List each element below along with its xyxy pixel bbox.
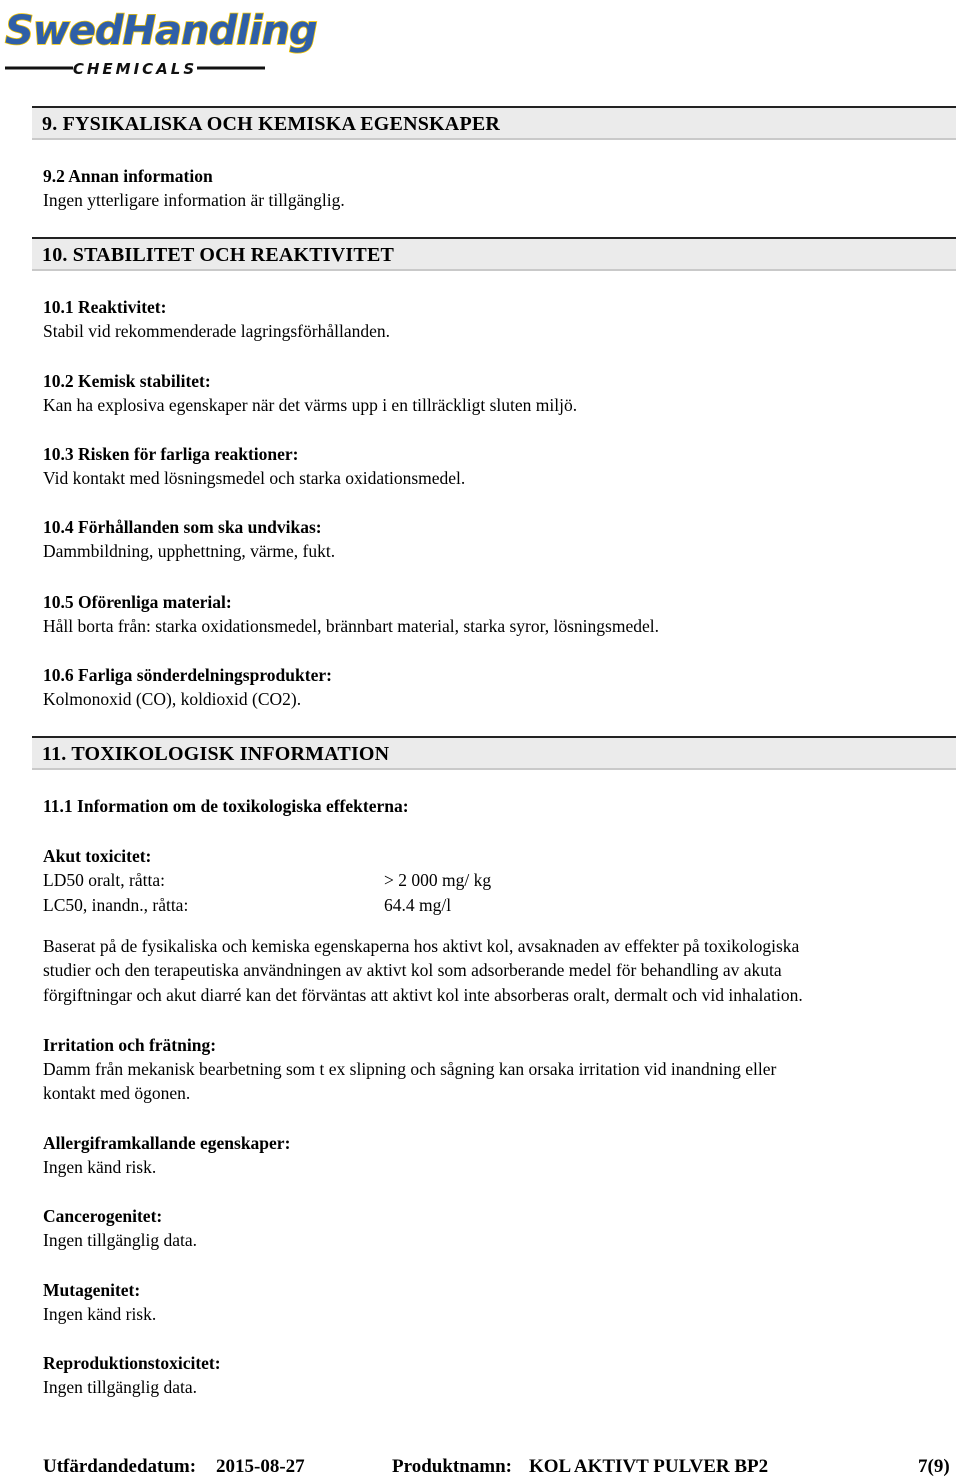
subsection-10-4-text: Dammbildning, upphettning, värme, fukt.: [43, 541, 336, 561]
section-10-title: 10. STABILITET OCH REAKTIVITET: [42, 244, 395, 266]
subsection-9-2-text: Ingen ytterligare information är tillgänglig.: [43, 190, 345, 210]
subsection-10-6-text: Kolmonoxid (CO), koldioxid (CO2).: [43, 689, 302, 709]
page-footer: [0, 1456, 960, 1482]
irritation-text-line: kontakt med ögonen.: [43, 1083, 191, 1103]
subsection-10-2-title: 10.2 Kemisk stabilitet:: [43, 371, 211, 391]
allergy-title: Allergiframkallande egenskaper:: [43, 1133, 291, 1153]
subsection-11-1-title: 11.1 Information om de toxikologiska effekterna:: [43, 796, 409, 816]
reproductive-toxicity-text: Ingen tillgänglig data.: [43, 1377, 198, 1397]
acute-row-value: 64.4 mg/l: [384, 895, 452, 915]
issue-date-label: Utfärdandedatum:: [43, 1456, 197, 1477]
toxicology-paragraph-line: Baserat på de fysikaliska och kemiska egenskaperna hos aktivt kol, avsaknaden av effekter på toxikologiska: [43, 936, 800, 956]
subsection-10-6-title: 10.6 Farliga sönderdelningsprodukter:: [43, 665, 332, 685]
irritation-text-line: Damm från mekanisk bearbetning som t ex slipning och sågning kan orsaka irritation vid inandning eller: [43, 1059, 777, 1079]
logo-tagline: CHEMICALS: [72, 60, 198, 78]
page-number: 7(9): [918, 1456, 950, 1477]
issue-date-value: 2015-08-27: [216, 1456, 305, 1477]
section-11-title: 11. TOXIKOLOGISK INFORMATION: [42, 743, 390, 765]
toxicology-paragraph-line: studier och den terapeutiska användningen av aktivt kol som adsorberande medel för behandling av akuta: [43, 960, 782, 980]
subsection-9-2-title: 9.2 Annan information: [43, 166, 213, 186]
mutagenicity-text: Ingen känd risk.: [43, 1304, 157, 1324]
logo-brand: SwedHandling: [5, 8, 317, 54]
acute-row-label: LC50, inandn., råtta:: [43, 895, 189, 915]
carcinogenicity-title: Cancerogenitet:: [43, 1206, 163, 1226]
reproductive-toxicity-title: Reproduktionstoxicitet:: [43, 1353, 221, 1373]
product-name-value: KOL AKTIVT PULVER BP2: [529, 1456, 769, 1477]
allergy-text: Ingen känd risk.: [43, 1157, 157, 1177]
product-name-label: Produktnamn:: [392, 1456, 513, 1477]
carcinogenicity-text: Ingen tillgänglig data.: [43, 1230, 198, 1250]
subsection-10-5-title: 10.5 Oförenliga material:: [43, 592, 232, 612]
subsection-10-3-title: 10.3 Risken för farliga reaktioner:: [43, 444, 299, 464]
acute-row-value: > 2 000 mg/ kg: [384, 870, 492, 890]
mutagenicity-title: Mutagenitet:: [43, 1280, 141, 1300]
subsection-10-2-text: Kan ha explosiva egenskaper när det värms upp i en tillräckligt sluten miljö.: [43, 395, 578, 415]
acute-toxicity-title: Akut toxicitet:: [43, 846, 152, 866]
subsection-10-4-title: 10.4 Förhållanden som ska undvikas:: [43, 517, 322, 537]
subsection-10-3-text: Vid kontakt med lösningsmedel och starka oxidationsmedel.: [43, 468, 466, 488]
irritation-title: Irritation och frätning:: [43, 1035, 217, 1055]
subsection-10-1-text: Stabil vid rekommenderade lagringsförhållanden.: [43, 321, 390, 341]
acute-row-label: LD50 oralt, råtta:: [43, 870, 165, 890]
subsection-10-1-title: 10.1 Reaktivitet:: [43, 297, 167, 317]
company-logo: [3, 4, 317, 78]
toxicology-paragraph-line: förgiftningar och akut diarré kan det förväntas att aktivt kol inte absorberas oralt, dermalt och vid inhalation.: [43, 985, 803, 1005]
section-9-header: [32, 106, 956, 140]
section-10-header: [32, 237, 956, 271]
subsection-10-5-text: Håll borta från: starka oxidationsmedel, brännbart material, starka syror, lösningsmedel.: [43, 616, 659, 636]
section-11-header: [32, 736, 956, 770]
section-9-title: 9. FYSIKALISKA OCH KEMISKA EGENSKAPER: [42, 113, 501, 135]
